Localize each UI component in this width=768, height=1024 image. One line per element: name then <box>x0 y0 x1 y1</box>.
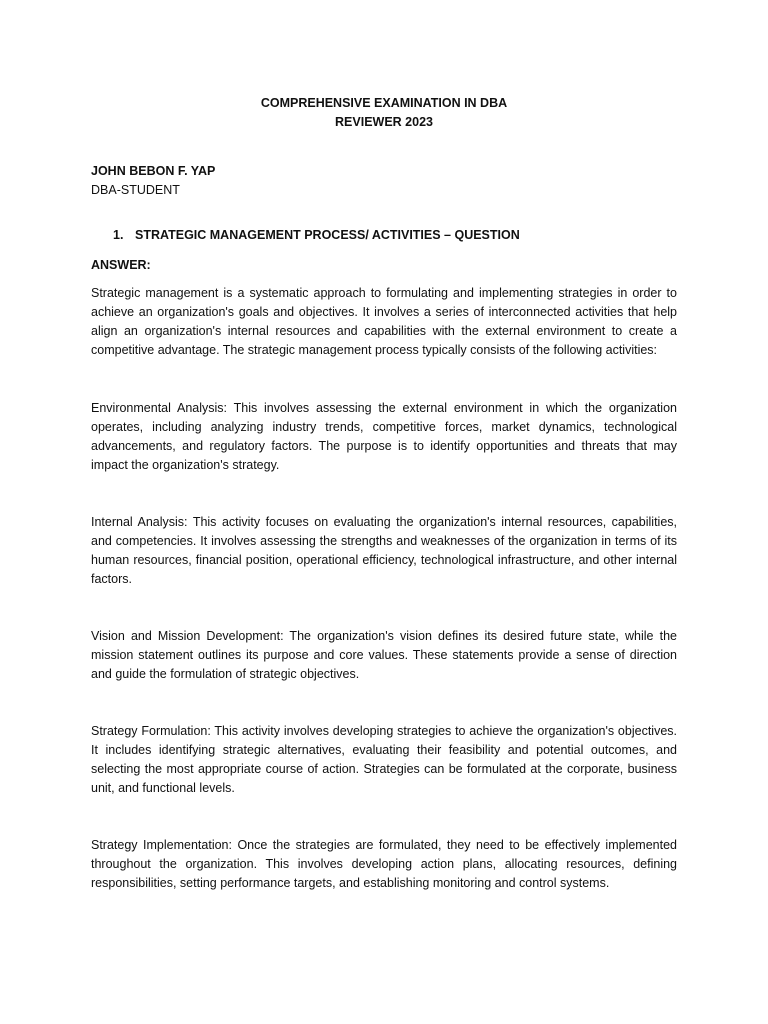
paragraph-strategy-formulation: Strategy Formulation: This activity involves developing strategies to achieve the organization's objectives. It includes identifying strategic alternatives, evaluating their feasibility and potential outcomes, and selecting the most appropriate course of action. Strategies can be formulated at the corporate, business unit, and functional levels. <box>91 724 677 795</box>
question-text: STRATEGIC MANAGEMENT PROCESS/ ACTIVITIES – QUESTION <box>135 228 520 242</box>
document-page <box>91 0 677 1024</box>
question-number: 1. <box>113 228 124 242</box>
paragraph-vision-mission: Vision and Mission Development: The organization's vision defines its desired future state, while the mission statement outlines its purpose and core values. These statements provide a sense of direction and guide the formulation of strategic objectives. <box>91 629 677 681</box>
paragraph-strategy-implementation: Strategy Implementation: Once the strategies are formulated, they need to be effectively implemented throughout the organization. This involves developing action plans, allocating resources, defining responsibilities, setting performance targets, and establishing monitoring and control systems. <box>91 838 677 890</box>
author-block <box>91 162 215 200</box>
paragraph-intro: Strategic management is a systematic approach to formulating and implementing strategies in order to achieve an organization's goals and objectives. It involves a series of interconnected activities that help align an organization's internal resources and capabilities with the external environment to create a competitive advantage. The strategic management process typically consists of the following activities: <box>91 286 677 357</box>
paragraph-environmental-analysis: Environmental Analysis: This involves assessing the external environment in which the organization operates, including analyzing industry trends, competitive forces, market dynamics, technological advancements, and regulatory factors. The purpose is to identify opportunities and threats that may impact the organization's strategy. <box>91 401 677 472</box>
question-heading <box>113 226 520 245</box>
document-title <box>91 94 677 132</box>
author-name: JOHN BEBON F. YAP <box>91 164 216 178</box>
title-line-2: REVIEWER 2023 <box>335 115 433 129</box>
author-role: DBA-STUDENT <box>91 183 180 197</box>
title-line-1: COMPREHENSIVE EXAMINATION IN DBA <box>260 96 508 110</box>
answer-label: ANSWER: <box>91 258 151 272</box>
paragraph-internal-analysis: Internal Analysis: This activity focuses on evaluating the organization's internal resources, capabilities, and competencies. It involves assessing the strengths and weaknesses of the organization in terms of its human resources, financial position, operational efficiency, technological infrastructure, and other internal factors. <box>91 515 677 586</box>
